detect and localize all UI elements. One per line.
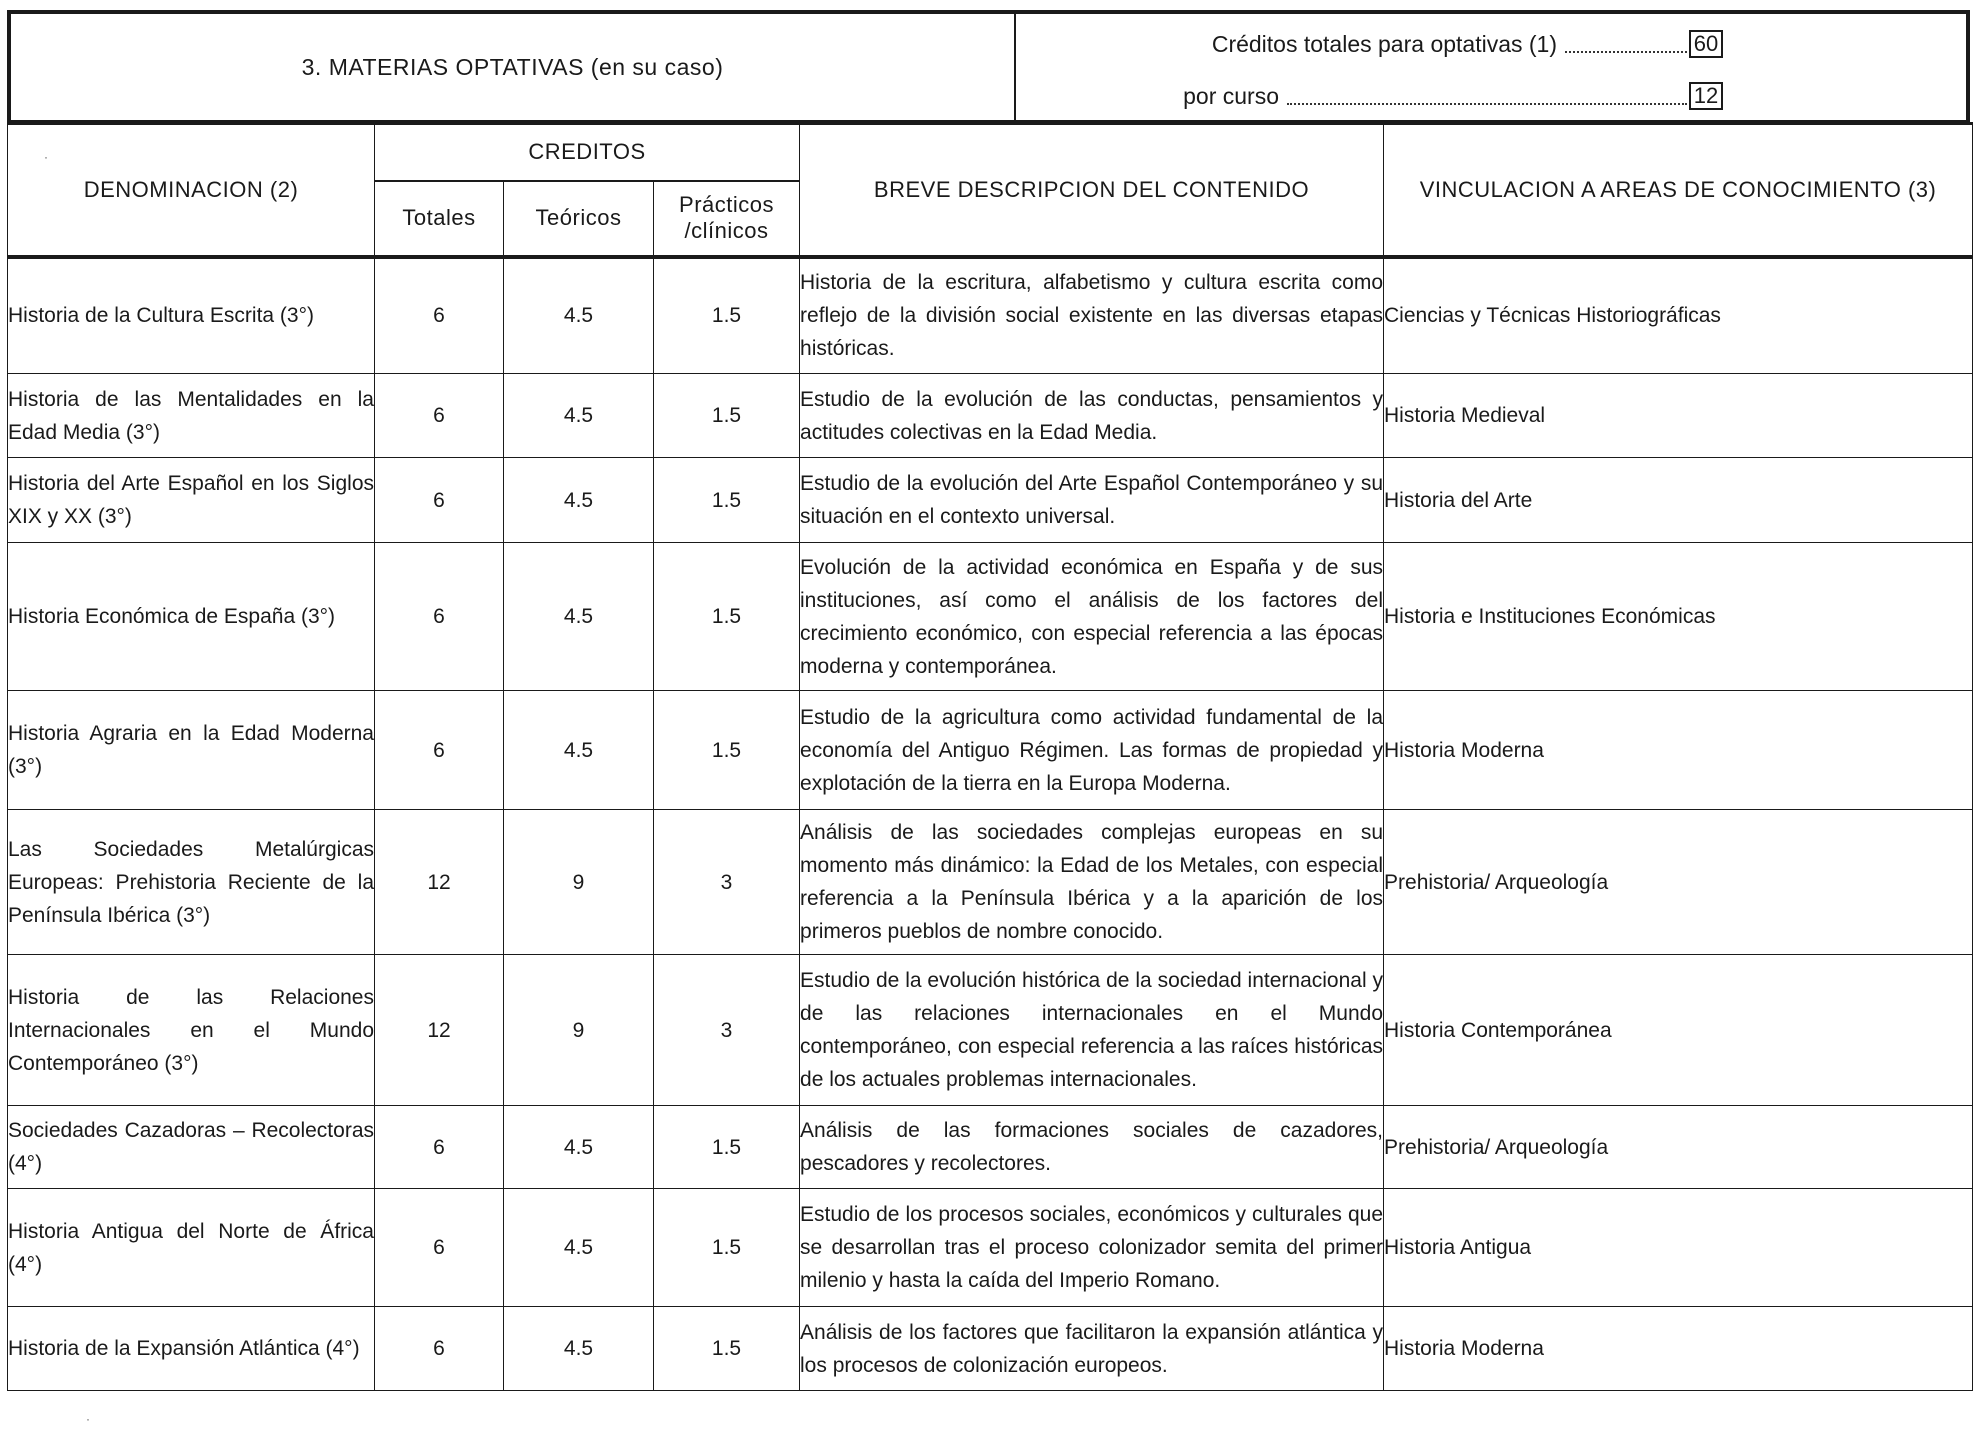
per-course-line [1183, 82, 1723, 110]
subject-name: Historia Agraria en la Edad Moderna (3°) [8, 691, 375, 810]
table-row [8, 458, 1973, 543]
subject-name: Historia del Arte Español en los Siglos XIX y XX (3°) [8, 458, 375, 543]
knowledge-area: Historia e Instituciones Económicas [1384, 543, 1973, 691]
credits-total: 6 [375, 691, 504, 810]
credits-total: 12 [375, 810, 504, 955]
credits-theory: 4.5 [504, 257, 654, 374]
credits-total: 12 [375, 955, 504, 1106]
credits-theory: 9 [504, 955, 654, 1106]
dot-leader [1287, 103, 1687, 105]
subject-description: Historia de la escritura, alfabetismo y cultura escrita como reflejo de la división social existente en las diversas etapas históricas. [800, 257, 1384, 374]
credits-practice: 1.5 [654, 374, 800, 458]
knowledge-area: Prehistoria/ Arqueología [1384, 1106, 1973, 1189]
credits-total: 6 [375, 458, 504, 543]
scan-speck: · [86, 1412, 90, 1426]
per-course-value: 12 [1689, 82, 1723, 110]
credits-theory: 4.5 [504, 1189, 654, 1307]
knowledge-area: Ciencias y Técnicas Historiográficas [1384, 257, 1973, 374]
credits-practice: 1.5 [654, 691, 800, 810]
credits-total: 6 [375, 543, 504, 691]
column-header-totales: Totales [375, 181, 504, 257]
credits-total: 6 [375, 1106, 504, 1189]
credits-practice: 1.5 [654, 1189, 800, 1307]
credits-theory: 4.5 [504, 374, 654, 458]
total-credits-line [1212, 30, 1723, 58]
total-credits-value: 60 [1689, 30, 1723, 58]
section-header [7, 10, 1970, 124]
knowledge-area: Historia Medieval [1384, 374, 1973, 458]
credits-practice: 1.5 [654, 458, 800, 543]
credits-theory: 9 [504, 810, 654, 955]
credits-theory: 4.5 [504, 1106, 654, 1189]
subject-name: Las Sociedades Metalúrgicas Europeas: Prehistoria Reciente de la Península Ibérica (3°) [8, 810, 375, 955]
subject-name: Historia de las Relaciones Internacionales en el Mundo Contemporáneo (3°) [8, 955, 375, 1106]
credits-theory: 4.5 [504, 691, 654, 810]
knowledge-area: Historia Moderna [1384, 691, 1973, 810]
column-header-teoricos: Teóricos [504, 181, 654, 257]
knowledge-area: Prehistoria/ Arqueología [1384, 810, 1973, 955]
credits-theory: 4.5 [504, 543, 654, 691]
subject-name: Historia de la Cultura Escrita (3°) [8, 257, 375, 374]
section-title: 3. MATERIAS OPTATIVAS (en su caso) [11, 14, 1016, 120]
column-header-descripcion: BREVE DESCRIPCION DEL CONTENIDO [800, 124, 1384, 257]
subject-description: Análisis de las formaciones sociales de cazadores, pescadores y recolectores. [800, 1106, 1384, 1189]
subject-name: Historia Antigua del Norte de África (4°) [8, 1189, 375, 1307]
subject-description: Estudio de la agricultura como actividad fundamental de la economía del Antiguo Régimen. Las formas de propiedad y explotación de la tierra en la Europa Moderna. [800, 691, 1384, 810]
credits-practice: 1.5 [654, 257, 800, 374]
credits-theory: 4.5 [504, 458, 654, 543]
knowledge-area: Historia Antigua [1384, 1189, 1973, 1307]
optional-subjects-table [7, 122, 1973, 1391]
credits-summary [1016, 14, 1966, 120]
table-row [8, 543, 1973, 691]
credits-practice: 3 [654, 955, 800, 1106]
subject-name: Historia Económica de España (3°) [8, 543, 375, 691]
table-row [8, 257, 1973, 374]
subject-description: Análisis de las sociedades complejas europeas en su momento más dinámico: la Edad de los Metales, con especial referencia a la Península Ibérica y a la aparición de los primeros pueblos de nombre conocido. [800, 810, 1384, 955]
per-course-label: por curso [1183, 83, 1279, 109]
credits-total: 6 [375, 257, 504, 374]
dot-leader [1565, 51, 1687, 53]
column-header-denominacion: DENOMINACION (2) [8, 124, 375, 257]
table-row [8, 691, 1973, 810]
credits-practice: 1.5 [654, 543, 800, 691]
subject-description: Evolución de la actividad económica en España y de sus instituciones, así como el análisis de los factores del crecimiento económico, con especial referencia a las épocas moderna y contemporánea. [800, 543, 1384, 691]
credits-practice: 1.5 [654, 1307, 800, 1391]
subject-description: Análisis de los factores que facilitaron la expansión atlántica y los procesos de colonización europeos. [800, 1307, 1384, 1391]
table-row [8, 1307, 1973, 1391]
subject-description: Estudio de la evolución histórica de la sociedad internacional y de las relaciones internacionales en el Mundo contemporáneo, con especial referencia a las raíces históricas de los actuales problemas internacionales. [800, 955, 1384, 1106]
subject-name: Historia de las Mentalidades en la Edad Media (3°) [8, 374, 375, 458]
table-row [8, 810, 1973, 955]
credits-total: 6 [375, 1189, 504, 1307]
subject-name: Sociedades Cazadoras – Recolectoras (4°) [8, 1106, 375, 1189]
table-row [8, 1189, 1973, 1307]
credits-total: 6 [375, 1307, 504, 1391]
credits-practice: 3 [654, 810, 800, 955]
credits-theory: 4.5 [504, 1307, 654, 1391]
subject-description: Estudio de los procesos sociales, económicos y culturales que se desarrollan tras el proceso colonizador semita del primer milenio y hasta la caída del Imperio Romano. [800, 1189, 1384, 1307]
table-row [8, 374, 1973, 458]
knowledge-area: Historia Moderna [1384, 1307, 1973, 1391]
practicos-line-1: Prácticos [679, 192, 774, 217]
knowledge-area: Historia del Arte [1384, 458, 1973, 543]
column-header-practicos [654, 181, 800, 257]
subject-name: Historia de la Expansión Atlántica (4°) [8, 1307, 375, 1391]
scan-speck: · [44, 150, 48, 164]
credits-total: 6 [375, 374, 504, 458]
column-header-creditos: CREDITOS [375, 124, 800, 181]
subject-description: Estudio de la evolución del Arte Español Contemporáneo y su situación en el contexto universal. [800, 458, 1384, 543]
knowledge-area: Historia Contemporánea [1384, 955, 1973, 1106]
table-row [8, 1106, 1973, 1189]
column-header-vinculacion: VINCULACION A AREAS DE CONOCIMIENTO (3) [1384, 124, 1973, 257]
practicos-line-2: /clínicos [684, 218, 769, 243]
table-row [8, 955, 1973, 1106]
credits-practice: 1.5 [654, 1106, 800, 1189]
subject-description: Estudio de la evolución de las conductas, pensamientos y actitudes colectivas en la Edad Media. [800, 374, 1384, 458]
total-credits-label: Créditos totales para optativas (1) [1211, 31, 1557, 57]
